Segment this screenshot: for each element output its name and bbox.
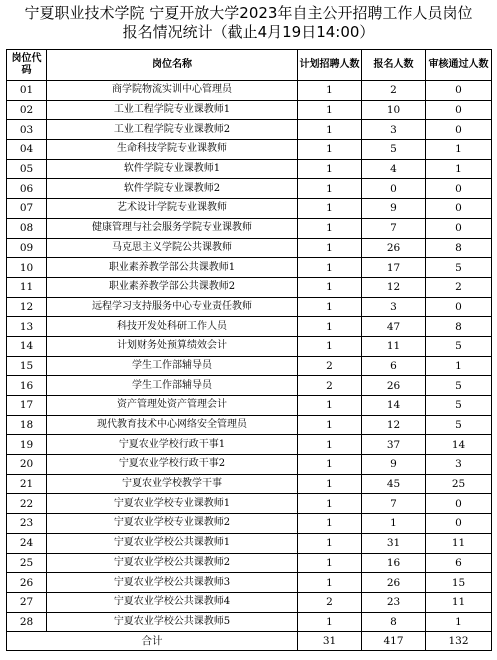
cell-plan: 1 [298, 120, 362, 140]
cell-plan: 1 [298, 494, 362, 514]
document-title [0, 4, 497, 42]
cell-applied: 5 [362, 140, 426, 160]
cell-code: 10 [7, 258, 47, 278]
cell-plan: 1 [298, 455, 362, 475]
cell-passed: 11 [426, 592, 492, 612]
table-row [7, 100, 492, 120]
cell-applied: 1 [362, 514, 426, 534]
cell-passed: 8 [426, 317, 492, 337]
table-row [7, 573, 492, 593]
cell-applied: 37 [362, 435, 426, 455]
cell-code: 13 [7, 317, 47, 337]
cell-name: 宁夏农业学校公共课教师4 [47, 592, 298, 612]
cell-code: 20 [7, 455, 47, 475]
cell-plan: 1 [298, 100, 362, 120]
registration-table [6, 49, 492, 651]
cell-applied: 45 [362, 474, 426, 494]
cell-plan: 1 [298, 258, 362, 278]
cell-passed: 5 [426, 415, 492, 435]
cell-applied: 26 [362, 573, 426, 593]
cell-code: 22 [7, 494, 47, 514]
cell-applied: 12 [362, 415, 426, 435]
cell-applied: 14 [362, 396, 426, 416]
cell-plan: 1 [298, 238, 362, 258]
cell-passed: 15 [426, 573, 492, 593]
cell-name: 软件学院专业课教师1 [47, 159, 298, 179]
cell-name: 马克思主义学院公共课教师 [47, 238, 298, 258]
cell-applied: 26 [362, 238, 426, 258]
cell-passed: 2 [426, 277, 492, 297]
header-code: 岗位代码 [7, 50, 47, 81]
cell-code: 28 [7, 612, 47, 632]
cell-applied: 6 [362, 356, 426, 376]
cell-plan: 1 [298, 553, 362, 573]
table-row [7, 514, 492, 534]
cell-code: 15 [7, 356, 47, 376]
total-applied: 417 [362, 632, 426, 651]
table-row [7, 199, 492, 219]
cell-plan: 1 [298, 159, 362, 179]
cell-plan: 1 [298, 533, 362, 553]
cell-passed: 5 [426, 376, 492, 396]
cell-code: 03 [7, 120, 47, 140]
cell-code: 14 [7, 336, 47, 356]
table-row [7, 140, 492, 160]
table-body [7, 81, 492, 632]
cell-name: 工业工程学院专业课教师2 [47, 120, 298, 140]
cell-plan: 1 [298, 179, 362, 199]
cell-passed: 0 [426, 199, 492, 219]
cell-passed: 0 [426, 179, 492, 199]
cell-name: 宁夏农业学校行政干事2 [47, 455, 298, 475]
cell-applied: 3 [362, 120, 426, 140]
cell-name: 学生工作部辅导员 [47, 356, 298, 376]
cell-plan: 1 [298, 218, 362, 238]
cell-code: 07 [7, 199, 47, 219]
cell-applied: 8 [362, 612, 426, 632]
cell-applied: 17 [362, 258, 426, 278]
cell-name: 现代教育技术中心网络安全管理员 [47, 415, 298, 435]
cell-passed: 5 [426, 258, 492, 278]
cell-name: 工业工程学院专业课教师1 [47, 100, 298, 120]
cell-plan: 1 [298, 336, 362, 356]
cell-passed: 0 [426, 494, 492, 514]
table-row [7, 396, 492, 416]
cell-applied: 11 [362, 336, 426, 356]
cell-code: 19 [7, 435, 47, 455]
cell-code: 21 [7, 474, 47, 494]
table-row [7, 297, 492, 317]
cell-plan: 1 [298, 81, 362, 101]
cell-passed: 3 [426, 455, 492, 475]
cell-passed: 8 [426, 238, 492, 258]
cell-code: 16 [7, 376, 47, 396]
cell-name: 宁夏农业学校专业课教师1 [47, 494, 298, 514]
cell-passed: 25 [426, 474, 492, 494]
cell-applied: 2 [362, 81, 426, 101]
table-row [7, 376, 492, 396]
table-row [7, 317, 492, 337]
cell-code: 09 [7, 238, 47, 258]
table-row [7, 474, 492, 494]
cell-plan: 1 [298, 199, 362, 219]
cell-plan: 1 [298, 140, 362, 160]
cell-code: 02 [7, 100, 47, 120]
cell-passed: 1 [426, 356, 492, 376]
cell-code: 23 [7, 514, 47, 534]
cell-applied: 16 [362, 553, 426, 573]
table-row [7, 356, 492, 376]
cell-plan: 1 [298, 573, 362, 593]
table-row [7, 592, 492, 612]
cell-name: 健康管理与社会服务学院专业课教师 [47, 218, 298, 238]
cell-code: 12 [7, 297, 47, 317]
cell-name: 科技开发处科研工作人员 [47, 317, 298, 337]
total-plan: 31 [298, 632, 362, 651]
cell-passed: 0 [426, 100, 492, 120]
cell-code: 11 [7, 277, 47, 297]
cell-code: 01 [7, 81, 47, 101]
cell-name: 远程学习支持服务中心专业责任教师 [47, 297, 298, 317]
cell-name: 生命科技学院专业课教师 [47, 140, 298, 160]
cell-applied: 4 [362, 159, 426, 179]
table-row [7, 179, 492, 199]
table-row [7, 159, 492, 179]
total-row [7, 632, 492, 651]
cell-plan: 1 [298, 474, 362, 494]
table-row [7, 238, 492, 258]
cell-name: 计划财务处预算绩效会计 [47, 336, 298, 356]
cell-code: 26 [7, 573, 47, 593]
cell-name: 宁夏农业学校专业课教师2 [47, 514, 298, 534]
cell-name: 艺术设计学院专业课教师 [47, 199, 298, 219]
cell-name: 学生工作部辅导员 [47, 376, 298, 396]
cell-plan: 1 [298, 317, 362, 337]
cell-code: 17 [7, 396, 47, 416]
cell-code: 25 [7, 553, 47, 573]
cell-code: 18 [7, 415, 47, 435]
table-row [7, 415, 492, 435]
cell-passed: 0 [426, 81, 492, 101]
cell-name: 宁夏农业学校公共课教师2 [47, 553, 298, 573]
table-row [7, 612, 492, 632]
cell-passed: 0 [426, 120, 492, 140]
cell-passed: 11 [426, 533, 492, 553]
cell-passed: 14 [426, 435, 492, 455]
cell-plan: 1 [298, 612, 362, 632]
table-row [7, 218, 492, 238]
cell-passed: 5 [426, 336, 492, 356]
cell-passed: 0 [426, 297, 492, 317]
table-row [7, 435, 492, 455]
table-row [7, 277, 492, 297]
table-row [7, 553, 492, 573]
cell-code: 06 [7, 179, 47, 199]
cell-applied: 26 [362, 376, 426, 396]
cell-plan: 1 [298, 277, 362, 297]
table-row [7, 533, 492, 553]
table-row [7, 81, 492, 101]
cell-applied: 9 [362, 455, 426, 475]
cell-plan: 2 [298, 376, 362, 396]
cell-passed: 1 [426, 159, 492, 179]
cell-code: 08 [7, 218, 47, 238]
cell-applied: 3 [362, 297, 426, 317]
header-plan: 计划招聘人数 [298, 50, 362, 81]
cell-code: 04 [7, 140, 47, 160]
header-passed: 审核通过人数 [426, 50, 492, 81]
cell-passed: 1 [426, 612, 492, 632]
cell-name: 职业素养教学部公共课教师2 [47, 277, 298, 297]
table-header-row [7, 50, 492, 81]
cell-applied: 7 [362, 218, 426, 238]
cell-passed: 0 [426, 218, 492, 238]
cell-applied: 9 [362, 199, 426, 219]
cell-plan: 2 [298, 592, 362, 612]
cell-passed: 6 [426, 553, 492, 573]
cell-plan: 1 [298, 435, 362, 455]
cell-name: 宁夏农业学校公共课教师5 [47, 612, 298, 632]
header-applied: 报名人数 [362, 50, 426, 81]
cell-code: 27 [7, 592, 47, 612]
total-label: 合计 [7, 632, 298, 651]
cell-name: 商学院物流实训中心管理员 [47, 81, 298, 101]
cell-passed: 5 [426, 396, 492, 416]
cell-name: 资产管理处资产管理会计 [47, 396, 298, 416]
cell-applied: 31 [362, 533, 426, 553]
cell-name: 宁夏农业学校教学干事 [47, 474, 298, 494]
cell-plan: 1 [298, 396, 362, 416]
cell-code: 05 [7, 159, 47, 179]
table-row [7, 120, 492, 140]
cell-name: 软件学院专业课教师2 [47, 179, 298, 199]
cell-code: 24 [7, 533, 47, 553]
cell-plan: 1 [298, 514, 362, 534]
table-row [7, 258, 492, 278]
cell-applied: 7 [362, 494, 426, 514]
cell-plan: 2 [298, 356, 362, 376]
title-line-1: 宁夏职业技术学院 宁夏开放大学2023年自主公开招聘工作人员岗位 [24, 4, 473, 22]
header-name: 岗位名称 [47, 50, 298, 81]
cell-passed: 0 [426, 514, 492, 534]
cell-applied: 23 [362, 592, 426, 612]
cell-applied: 0 [362, 179, 426, 199]
title-line-2: 报名情况统计（截止4月19日14:00） [122, 23, 375, 41]
cell-applied: 47 [362, 317, 426, 337]
cell-name: 宁夏农业学校行政干事1 [47, 435, 298, 455]
total-passed: 132 [426, 632, 492, 651]
cell-plan: 1 [298, 297, 362, 317]
table-row [7, 494, 492, 514]
cell-name: 宁夏农业学校公共课教师3 [47, 573, 298, 593]
cell-applied: 10 [362, 100, 426, 120]
table-row [7, 336, 492, 356]
table-row [7, 455, 492, 475]
cell-passed: 1 [426, 140, 492, 160]
cell-applied: 12 [362, 277, 426, 297]
cell-name: 职业素养教学部公共课教师1 [47, 258, 298, 278]
cell-name: 宁夏农业学校公共课教师1 [47, 533, 298, 553]
cell-plan: 1 [298, 415, 362, 435]
